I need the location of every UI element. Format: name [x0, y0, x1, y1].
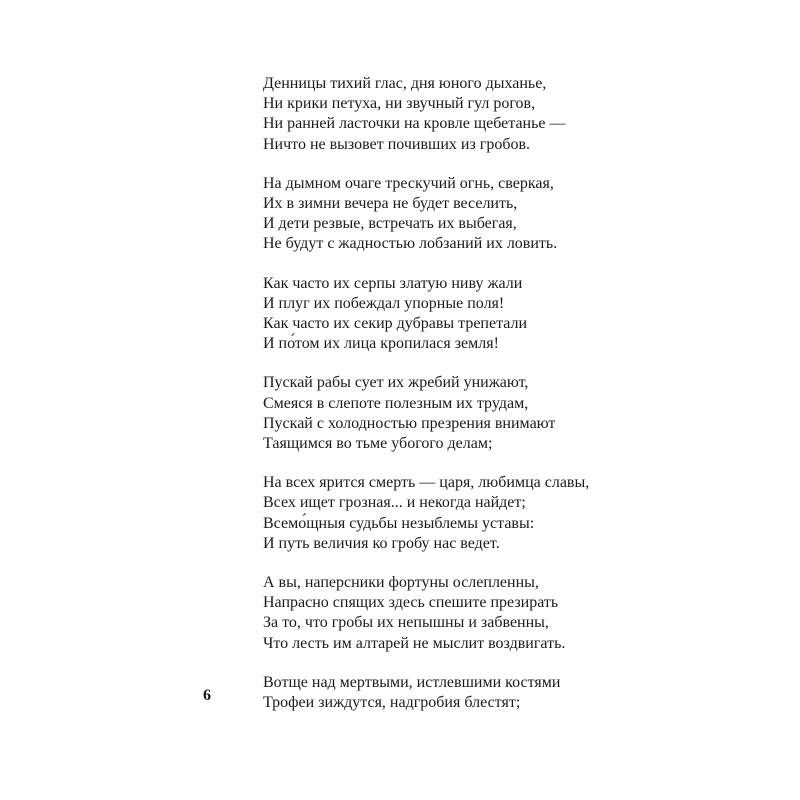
poem-line: Не будут с жадностью лобзаний их ловить. — [263, 235, 558, 253]
stanza — [263, 573, 743, 654]
poem-line: И по́том их лица кропилася земля! — [263, 335, 499, 353]
stanza — [263, 74, 743, 155]
poem-line: За то, что гробы их непышны и забвенны, — [263, 614, 549, 632]
poem-line: Вотще над мертвыми, истлевшими костями — [263, 673, 561, 691]
stanza — [263, 274, 743, 355]
stanza — [263, 473, 743, 554]
poem-line: Денницы тихий глас, дня юного дыханье, — [263, 75, 547, 92]
poem-line: Пускай рабы сует их жребий унижают, — [263, 374, 529, 392]
poem-line: Как часто их секир дубравы трепетали — [263, 315, 528, 333]
poem-line: На всех ярится смерть — царя, любимца славы, — [263, 474, 590, 492]
poem-line: Что лесть им алтарей не мыслит воздвигать. — [263, 634, 566, 652]
poem-line: Их в зимни вечера не будет веселить, — [263, 195, 518, 213]
poem-line: На дымном очаге трескучий огнь, сверкая, — [263, 174, 554, 192]
page-number: 6 — [203, 687, 211, 704]
stanza — [263, 673, 743, 713]
stanza — [263, 373, 743, 454]
poem-line: Всех ищет грозная... и некогда найдет; — [263, 494, 526, 512]
poem-text — [263, 74, 743, 732]
stanza — [263, 174, 743, 255]
poem-line: Напрасно спящих здесь спешите презирать — [263, 594, 559, 612]
poem-line: Ни крики петуха, ни звучный гул рогов, — [263, 95, 536, 113]
poem-line: Смеяся в слепоте полезным их трудам, — [263, 394, 529, 412]
poem-line: Таящимся во тьме убогого делам; — [263, 435, 493, 453]
poem-line: Всемо́щныя судьбы незыблемы уставы: — [263, 514, 535, 532]
poem-line: Ничто не вызовет почивших из гробов. — [263, 135, 531, 153]
poem-line: И дети резвые, встречать их выбегая, — [263, 215, 517, 233]
poem-line: Пускай с холодностью презрения внимают — [263, 414, 556, 432]
poem-line: И плуг их побеждал упорные поля! — [263, 294, 505, 312]
poem-line: Ни ранней ласточки на кровле щебетанье — — [263, 115, 566, 133]
poem-line: А вы, наперсники фортуны ослепленны, — [263, 574, 539, 592]
poem-line: И путь величия ко гробу нас ведет. — [263, 534, 500, 552]
poem-line: Трофеи зиждутся, надгробия блестят; — [263, 694, 521, 712]
poem-line: Как часто их серпы златую ниву жали — [263, 274, 523, 292]
